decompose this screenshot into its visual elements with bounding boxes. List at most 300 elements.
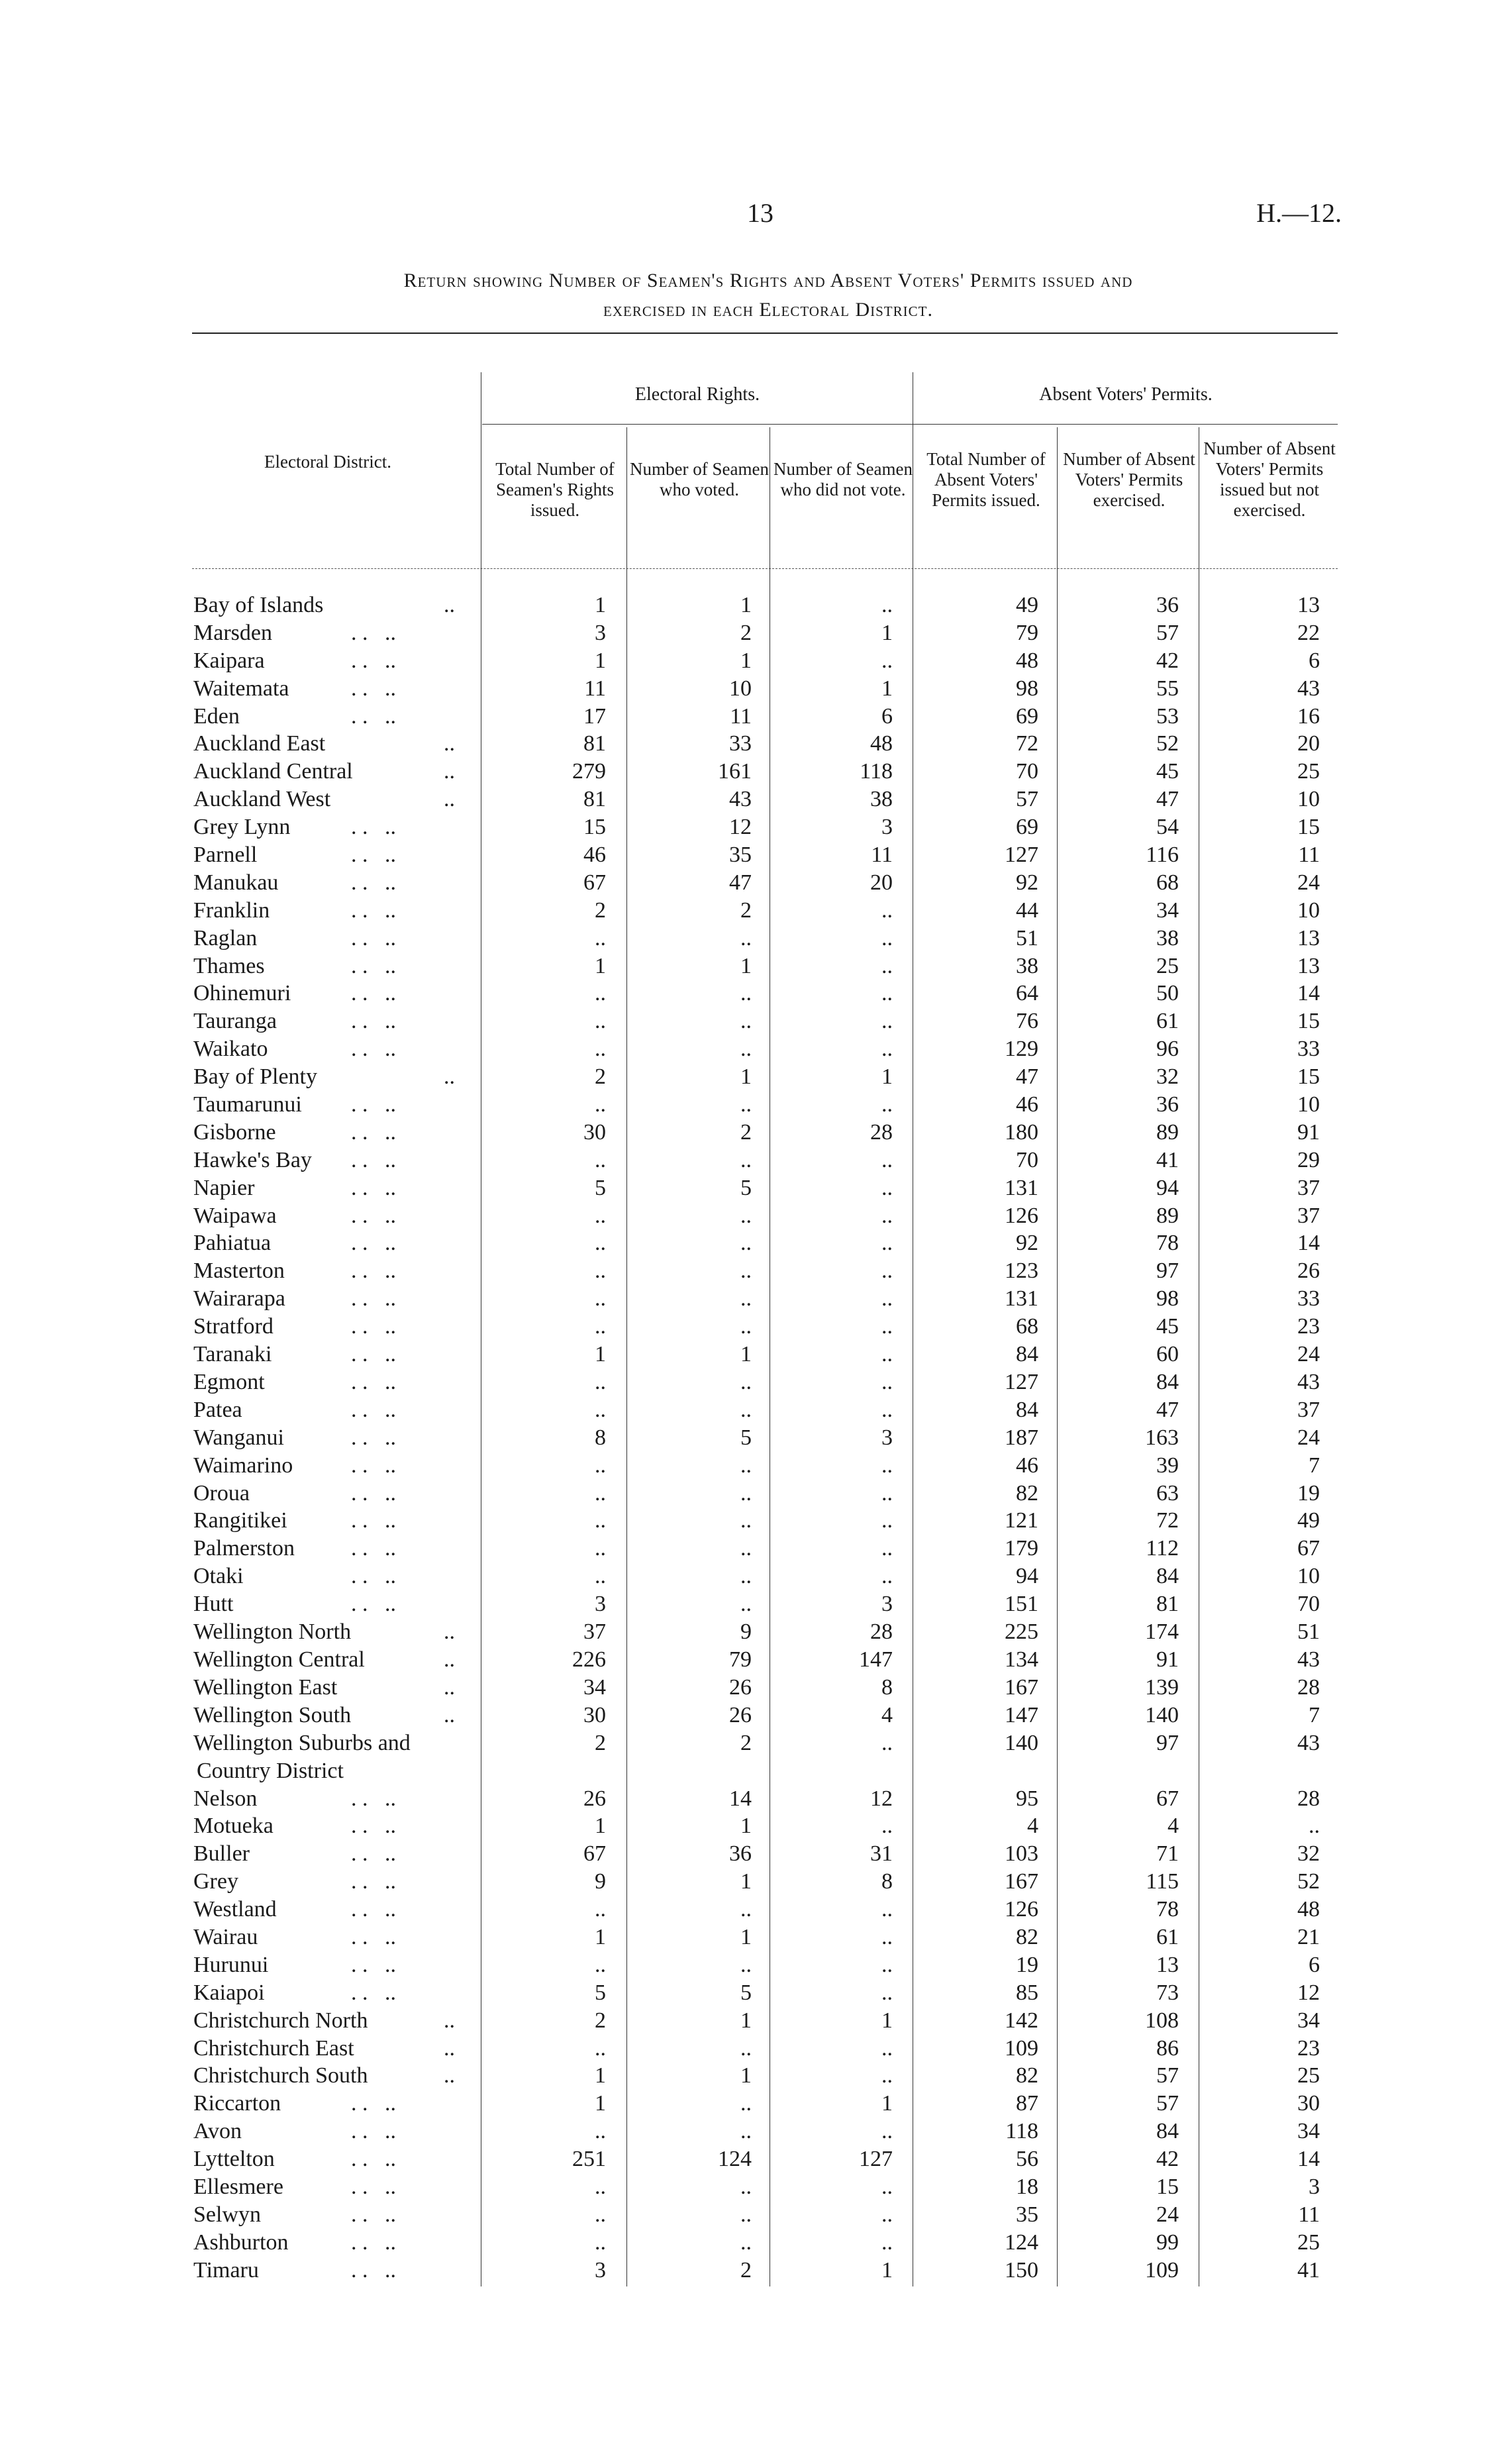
cell-seamen-rights-issued: .. <box>595 1258 606 1284</box>
leader-dots: . . .. <box>351 2147 396 2172</box>
table-row <box>192 1979 1338 2007</box>
cell-permits-issued: 127 <box>1005 1369 1038 1394</box>
cell-permits-issued: 127 <box>1005 843 1038 868</box>
district-name: Masterton <box>193 1258 285 1284</box>
cell-seamen-not-voted: 3 <box>881 815 893 840</box>
cell-seamen-voted: .. <box>740 2035 752 2061</box>
table-row <box>192 2007 1338 2035</box>
cell-seamen-not-voted: .. <box>881 1536 893 1561</box>
cell-permits-issued: 94 <box>1016 1564 1038 1589</box>
table-row <box>192 1035 1338 1063</box>
cell-seamen-rights-issued: .. <box>595 1397 606 1422</box>
page-number: 13 <box>747 198 773 228</box>
cell-permits-issued: 142 <box>1005 2008 1038 2033</box>
table-row <box>192 869 1338 897</box>
district-name: Eden <box>193 703 240 729</box>
district-name: Wellington South <box>193 1702 352 1727</box>
leader-dots: . . .. <box>351 1536 396 1561</box>
table-row <box>192 1812 1338 1840</box>
cell-seamen-voted: .. <box>740 1258 752 1284</box>
cell-permits-issued: 70 <box>1016 1147 1038 1172</box>
header-col-seamen-not-voted: Number of Seamen who did not vote. <box>773 459 913 499</box>
cell-seamen-voted: 36 <box>729 1841 752 1867</box>
cell-permits-exercised: 50 <box>1156 981 1179 1006</box>
cell-seamen-not-voted: .. <box>881 1564 893 1589</box>
table-row <box>192 1424 1338 1452</box>
cell-seamen-not-voted: 3 <box>881 1592 893 1617</box>
cell-permits-exercised: 84 <box>1156 1564 1179 1589</box>
cell-permits-issued: 140 <box>1005 1730 1038 1755</box>
cell-permits-not-exercised: 33 <box>1297 1286 1320 1311</box>
cell-permits-exercised: 68 <box>1156 870 1179 895</box>
cell-permits-not-exercised: 22 <box>1297 620 1320 645</box>
cell-permits-issued: 68 <box>1016 1314 1038 1339</box>
leader-dots: . . .. <box>351 1592 396 1617</box>
title-line-1: Return showing Number of Seamen's Rights and Absent Voters' Permits issued and <box>403 270 1133 291</box>
cell-seamen-voted: 43 <box>729 787 752 812</box>
cell-permits-not-exercised: 20 <box>1297 731 1320 756</box>
leader-dots: .. <box>444 2035 455 2061</box>
table-row <box>192 1063 1338 1091</box>
header-bottom-rule <box>192 568 1338 569</box>
cell-permits-issued: 92 <box>1016 870 1038 895</box>
district-name: Christchurch North <box>193 2008 368 2033</box>
cell-seamen-not-voted: .. <box>881 1369 893 1394</box>
table-row <box>192 813 1338 841</box>
cell-permits-exercised: 81 <box>1156 1592 1179 1617</box>
cell-permits-issued: 87 <box>1016 2091 1038 2116</box>
cell-seamen-voted: .. <box>740 981 752 1006</box>
district-name: Thames <box>193 953 265 978</box>
district-name: Manukau <box>193 870 279 895</box>
table-row <box>192 2090 1338 2118</box>
leader-dots: . . .. <box>351 2174 396 2199</box>
leader-dots: . . .. <box>351 620 396 645</box>
leader-dots: . . .. <box>351 1952 396 1977</box>
cell-permits-issued: 151 <box>1005 1592 1038 1617</box>
cell-seamen-voted: .. <box>740 1231 752 1256</box>
cell-permits-exercised: 24 <box>1156 2202 1179 2227</box>
cell-seamen-voted: .. <box>740 1147 752 1172</box>
cell-seamen-not-voted: 12 <box>870 1786 893 1811</box>
cell-seamen-not-voted: .. <box>881 593 893 617</box>
cell-permits-issued: 72 <box>1016 731 1038 756</box>
cell-seamen-voted: .. <box>740 1092 752 1117</box>
cell-permits-exercised: 108 <box>1145 2008 1179 2033</box>
cell-seamen-voted: .. <box>740 1286 752 1311</box>
district-name: Westland <box>193 1897 277 1922</box>
cell-permits-issued: 126 <box>1005 1897 1038 1922</box>
cell-seamen-not-voted: 8 <box>881 1674 893 1700</box>
cell-seamen-not-voted: .. <box>881 1175 893 1200</box>
leader-dots: . . .. <box>351 1258 396 1284</box>
cell-permits-exercised: 84 <box>1156 2119 1179 2144</box>
cell-permits-exercised: 42 <box>1156 648 1179 673</box>
cell-seamen-voted: 2 <box>740 898 752 923</box>
leader-dots: .. <box>444 1702 455 1727</box>
cell-seamen-not-voted: 31 <box>870 1841 893 1867</box>
cell-seamen-not-voted: .. <box>881 1952 893 1977</box>
cell-permits-issued: 4 <box>1027 1814 1038 1839</box>
leader-dots: . . .. <box>351 2202 396 2227</box>
header-col-permits-not-exercised: Number of Absent Voters' Permits issued but not exercised. <box>1203 438 1336 520</box>
cell-seamen-rights-issued: .. <box>595 1009 606 1034</box>
cell-permits-issued: 180 <box>1005 1119 1038 1145</box>
cell-permits-not-exercised: 16 <box>1297 703 1320 729</box>
cell-seamen-rights-issued: .. <box>595 2119 606 2144</box>
cell-seamen-rights-issued: 34 <box>583 1674 606 1700</box>
cell-permits-not-exercised: 14 <box>1297 2147 1320 2172</box>
cell-permits-not-exercised: 7 <box>1309 1453 1320 1478</box>
cell-seamen-rights-issued: 37 <box>583 1619 606 1644</box>
leader-dots: . . .. <box>351 1980 396 2005</box>
cell-seamen-rights-issued: 30 <box>583 1119 606 1145</box>
cell-permits-not-exercised: 91 <box>1297 1119 1320 1145</box>
cell-seamen-rights-issued: .. <box>595 1231 606 1256</box>
cell-seamen-rights-issued: 67 <box>583 1841 606 1867</box>
cell-seamen-not-voted: 3 <box>881 1425 893 1450</box>
cell-permits-exercised: 63 <box>1156 1480 1179 1506</box>
cell-permits-exercised: 163 <box>1145 1425 1179 1450</box>
cell-seamen-voted: 1 <box>740 1064 752 1090</box>
cell-seamen-voted: .. <box>740 2230 752 2255</box>
cell-seamen-not-voted: .. <box>881 2174 893 2199</box>
cell-permits-issued: 84 <box>1016 1397 1038 1422</box>
cell-permits-not-exercised: 13 <box>1297 925 1320 950</box>
cell-permits-not-exercised: 26 <box>1297 1258 1320 1284</box>
cell-seamen-voted: 14 <box>729 1786 752 1811</box>
table-row <box>192 2145 1338 2173</box>
cell-seamen-voted: 5 <box>740 1425 752 1450</box>
cell-permits-not-exercised: 21 <box>1297 1924 1320 1949</box>
cell-permits-issued: 187 <box>1005 1425 1038 1450</box>
table-row <box>192 1452 1338 1480</box>
table-row <box>192 1285 1338 1313</box>
header-col-permits-exercised: Number of Absent Voters' Permits exercised. <box>1063 449 1195 510</box>
leader-dots: . . .. <box>351 1869 396 1894</box>
district-name: Pahiatua <box>193 1231 272 1256</box>
cell-seamen-rights-issued: 3 <box>595 620 606 645</box>
cell-permits-not-exercised: 24 <box>1297 1342 1320 1367</box>
cell-permits-not-exercised: 23 <box>1297 2035 1320 2061</box>
district-name: Hurunui <box>193 1952 269 1977</box>
table-row <box>192 2035 1338 2063</box>
header-district: Electoral District. <box>264 452 391 472</box>
cell-seamen-rights-issued: .. <box>595 2202 606 2227</box>
table-row <box>192 1868 1338 1896</box>
district-name: Motueka <box>193 1814 274 1839</box>
cell-seamen-rights-issued: 67 <box>583 870 606 895</box>
table-row <box>192 1896 1338 1924</box>
cell-permits-not-exercised: 37 <box>1297 1203 1320 1228</box>
leader-dots: .. <box>444 1619 455 1644</box>
cell-permits-exercised: 41 <box>1156 1147 1179 1172</box>
cell-permits-exercised: 78 <box>1156 1231 1179 1256</box>
cell-permits-issued: 57 <box>1016 787 1038 812</box>
cell-seamen-rights-issued: 2 <box>595 2008 606 2033</box>
leader-dots: . . .. <box>351 1175 396 1200</box>
cell-seamen-voted: .. <box>740 1592 752 1617</box>
cell-seamen-voted: .. <box>740 1952 752 1977</box>
leader-dots: . . .. <box>351 1786 396 1811</box>
district-name: Avon <box>193 2119 242 2144</box>
cell-permits-not-exercised: 15 <box>1297 1064 1320 1090</box>
cell-permits-not-exercised: 70 <box>1297 1592 1320 1617</box>
cell-seamen-rights-issued: 1 <box>595 648 606 673</box>
table-row <box>192 1091 1338 1119</box>
leader-dots: . . .. <box>351 1897 396 1922</box>
table-row <box>192 647 1338 675</box>
district-name: Taranaki <box>193 1342 272 1367</box>
table-row <box>192 841 1338 869</box>
cell-permits-issued: 123 <box>1005 1258 1038 1284</box>
leader-dots: .. <box>444 731 455 756</box>
cell-permits-not-exercised: 24 <box>1297 1425 1320 1450</box>
cell-permits-issued: 92 <box>1016 1231 1038 1256</box>
cell-seamen-not-voted: 48 <box>870 731 893 756</box>
cell-permits-issued: 118 <box>1005 2119 1038 2144</box>
district-name: Tauranga <box>193 1009 277 1034</box>
document-reference: H.—12. <box>1256 198 1342 228</box>
cell-seamen-voted: 9 <box>740 1619 752 1644</box>
leader-dots: .. <box>444 1674 455 1700</box>
cell-permits-exercised: 89 <box>1156 1203 1179 1228</box>
cell-permits-not-exercised: 13 <box>1297 593 1320 617</box>
cell-seamen-voted: 26 <box>729 1702 752 1727</box>
leader-dots: . . .. <box>351 1037 396 1062</box>
table-row <box>192 1368 1338 1396</box>
cell-permits-exercised: 52 <box>1156 731 1179 756</box>
cell-permits-not-exercised: 10 <box>1297 787 1320 812</box>
cell-seamen-not-voted: 4 <box>881 1702 893 1727</box>
table-row <box>192 1147 1338 1174</box>
cell-seamen-not-voted: 11 <box>871 843 893 868</box>
cell-seamen-voted: .. <box>740 2119 752 2144</box>
cell-seamen-not-voted: .. <box>881 1092 893 1117</box>
cell-permits-issued: 95 <box>1016 1786 1038 1811</box>
leader-dots: . . .. <box>351 2230 396 2255</box>
table-row <box>192 1674 1338 1702</box>
table-row <box>192 1702 1338 1729</box>
cell-seamen-voted: 1 <box>740 1869 752 1894</box>
cell-permits-exercised: 47 <box>1156 787 1179 812</box>
leader-dots: . . .. <box>351 2257 396 2283</box>
cell-seamen-voted: 1 <box>740 1342 752 1367</box>
table-row <box>192 925 1338 952</box>
cell-seamen-voted: .. <box>740 1508 752 1533</box>
cell-permits-not-exercised: 33 <box>1297 1037 1320 1062</box>
cell-seamen-voted: 1 <box>740 2008 752 2033</box>
district-name: Bay of Plenty <box>193 1064 317 1090</box>
cell-seamen-rights-issued: 1 <box>595 2063 606 2088</box>
leader-dots: . . .. <box>351 1924 396 1949</box>
cell-seamen-rights-issued: .. <box>595 1147 606 1172</box>
table-row <box>192 2257 1338 2284</box>
cell-seamen-voted: 124 <box>718 2147 752 2172</box>
cell-seamen-voted: .. <box>740 1369 752 1394</box>
leader-dots: . . .. <box>351 1314 396 1339</box>
cell-permits-not-exercised: 37 <box>1297 1397 1320 1422</box>
cell-permits-not-exercised: 32 <box>1297 1841 1320 1867</box>
cell-permits-not-exercised: 28 <box>1297 1786 1320 1811</box>
leader-dots: .. <box>444 2063 455 2088</box>
district-name: Christchurch East <box>193 2035 354 2061</box>
cell-seamen-voted: 35 <box>729 843 752 868</box>
cell-seamen-voted: 47 <box>729 870 752 895</box>
leader-dots: . . .. <box>351 1564 396 1589</box>
cell-seamen-voted: 10 <box>729 676 752 701</box>
cell-seamen-not-voted: .. <box>881 1203 893 1228</box>
cell-seamen-not-voted: .. <box>881 1508 893 1533</box>
cell-permits-exercised: 140 <box>1145 1702 1179 1727</box>
cell-seamen-rights-issued: .. <box>595 1508 606 1533</box>
cell-seamen-not-voted: 1 <box>881 2257 893 2283</box>
cell-seamen-voted: 1 <box>740 2063 752 2088</box>
cell-permits-exercised: 86 <box>1156 2035 1179 2061</box>
district-name: Waimarino <box>193 1453 293 1478</box>
cell-seamen-not-voted: .. <box>881 2119 893 2144</box>
table-row <box>192 1480 1338 1508</box>
cell-seamen-not-voted: .. <box>881 1258 893 1284</box>
district-name: Ohinemuri <box>193 981 291 1006</box>
cell-seamen-voted: .. <box>740 1564 752 1589</box>
cell-permits-issued: 84 <box>1016 1342 1038 1367</box>
cell-permits-exercised: 57 <box>1156 2063 1179 2088</box>
cell-permits-not-exercised: 37 <box>1297 1175 1320 1200</box>
cell-seamen-not-voted: 1 <box>881 2008 893 2033</box>
cell-permits-issued: 49 <box>1016 593 1038 617</box>
cell-permits-issued: 46 <box>1016 1092 1038 1117</box>
cell-seamen-rights-issued: .. <box>595 1564 606 1589</box>
table-row <box>192 1563 1338 1590</box>
cell-seamen-voted: 2 <box>740 2257 752 2283</box>
district-name: Wellington East <box>193 1674 338 1700</box>
cell-permits-exercised: 32 <box>1156 1064 1179 1090</box>
cell-permits-exercised: 34 <box>1156 898 1179 923</box>
cell-seamen-not-voted: .. <box>881 898 893 923</box>
cell-permits-issued: 70 <box>1016 759 1038 784</box>
cell-permits-exercised: 72 <box>1156 1508 1179 1533</box>
cell-seamen-voted: .. <box>740 1314 752 1339</box>
cell-permits-exercised: 57 <box>1156 2091 1179 2116</box>
leader-dots: . . .. <box>351 1231 396 1256</box>
cell-permits-not-exercised: 28 <box>1297 1674 1320 1700</box>
cell-permits-issued: 126 <box>1005 1203 1038 1228</box>
cell-seamen-voted: .. <box>740 2174 752 2199</box>
district-name: Grey <box>193 1869 238 1894</box>
cell-seamen-voted: .. <box>740 1203 752 1228</box>
cell-seamen-not-voted: 6 <box>881 703 893 729</box>
leader-dots: .. <box>444 1647 455 1672</box>
leader-dots: . . .. <box>351 2119 396 2144</box>
cell-permits-issued: 129 <box>1005 1037 1038 1062</box>
table-row <box>192 1785 1338 1813</box>
district-name: Parnell <box>193 843 258 868</box>
table-row <box>192 2229 1338 2257</box>
cell-permits-exercised: 98 <box>1156 1286 1179 1311</box>
district-name: Wairarapa <box>193 1286 285 1311</box>
cell-permits-issued: 121 <box>1005 1508 1038 1533</box>
table-row <box>192 1174 1338 1202</box>
cell-seamen-not-voted: .. <box>881 953 893 978</box>
table-row <box>192 1618 1338 1646</box>
cell-permits-not-exercised: 10 <box>1297 1092 1320 1117</box>
leader-dots: .. <box>444 1064 455 1090</box>
table-row <box>192 1951 1338 1979</box>
cell-permits-exercised: 36 <box>1156 1092 1179 1117</box>
leader-dots: . . .. <box>351 1453 396 1478</box>
cell-seamen-rights-issued: 15 <box>583 815 606 840</box>
cell-permits-issued: 98 <box>1016 676 1038 701</box>
cell-seamen-voted: 2 <box>740 1119 752 1145</box>
leader-dots: . . .. <box>351 1425 396 1450</box>
cell-permits-exercised: 42 <box>1156 2147 1179 2172</box>
cell-seamen-not-voted: .. <box>881 2202 893 2227</box>
cell-permits-issued: 19 <box>1016 1952 1038 1977</box>
cell-seamen-rights-issued: 5 <box>595 1175 606 1200</box>
cell-permits-exercised: 109 <box>1145 2257 1179 2283</box>
cell-permits-exercised: 115 <box>1146 1869 1179 1894</box>
cell-permits-exercised: 84 <box>1156 1369 1179 1394</box>
district-name: Christchurch South <box>193 2063 368 2088</box>
cell-permits-not-exercised: .. <box>1309 1814 1320 1839</box>
cell-seamen-rights-issued: .. <box>595 981 606 1006</box>
cell-seamen-not-voted: 147 <box>859 1647 893 1672</box>
district-name: Ellesmere <box>193 2174 283 2199</box>
cell-permits-exercised: 174 <box>1145 1619 1179 1644</box>
district-name: Auckland West <box>193 787 331 812</box>
leader-dots: . . .. <box>351 1092 396 1117</box>
cell-permits-exercised: 13 <box>1156 1952 1179 1977</box>
leader-dots: . . .. <box>351 1397 396 1422</box>
cell-permits-exercised: 112 <box>1146 1536 1179 1561</box>
cell-permits-exercised: 45 <box>1156 759 1179 784</box>
district-name: Ashburton <box>193 2230 289 2255</box>
cell-seamen-not-voted: .. <box>881 1342 893 1367</box>
table-row <box>192 1590 1338 1618</box>
cell-seamen-rights-issued: 279 <box>572 759 606 784</box>
cell-permits-not-exercised: 43 <box>1297 1647 1320 1672</box>
cell-permits-issued: 131 <box>1005 1286 1038 1311</box>
cell-seamen-rights-issued: 8 <box>595 1425 606 1450</box>
table-row <box>192 1257 1338 1285</box>
cell-seamen-not-voted: .. <box>881 2063 893 2088</box>
cell-permits-issued: 82 <box>1016 2063 1038 2088</box>
cell-permits-not-exercised: 10 <box>1297 1564 1320 1589</box>
table-row <box>192 1007 1338 1035</box>
leader-dots: .. <box>444 759 455 784</box>
district-name: Egmont <box>193 1369 265 1394</box>
cell-permits-not-exercised: 52 <box>1297 1869 1320 1894</box>
cell-permits-exercised: 97 <box>1156 1730 1179 1755</box>
cell-seamen-voted: .. <box>740 1453 752 1478</box>
cell-permits-issued: 82 <box>1016 1480 1038 1506</box>
district-name: Timaru <box>193 2257 259 2283</box>
cell-seamen-rights-issued: .. <box>595 1037 606 1062</box>
cell-seamen-rights-issued: 11 <box>584 676 606 701</box>
cell-seamen-rights-issued: .. <box>595 1536 606 1561</box>
table-row <box>192 1202 1338 1230</box>
cell-seamen-rights-issued: 2 <box>595 1730 606 1755</box>
district-name: Oroua <box>193 1480 250 1506</box>
cell-permits-exercised: 25 <box>1156 953 1179 978</box>
cell-seamen-not-voted: .. <box>881 981 893 1006</box>
table-row <box>192 952 1338 980</box>
cell-seamen-voted: 1 <box>740 1924 752 1949</box>
cell-permits-exercised: 116 <box>1146 843 1179 868</box>
leader-dots: . . .. <box>351 843 396 868</box>
cell-permits-exercised: 97 <box>1156 1258 1179 1284</box>
